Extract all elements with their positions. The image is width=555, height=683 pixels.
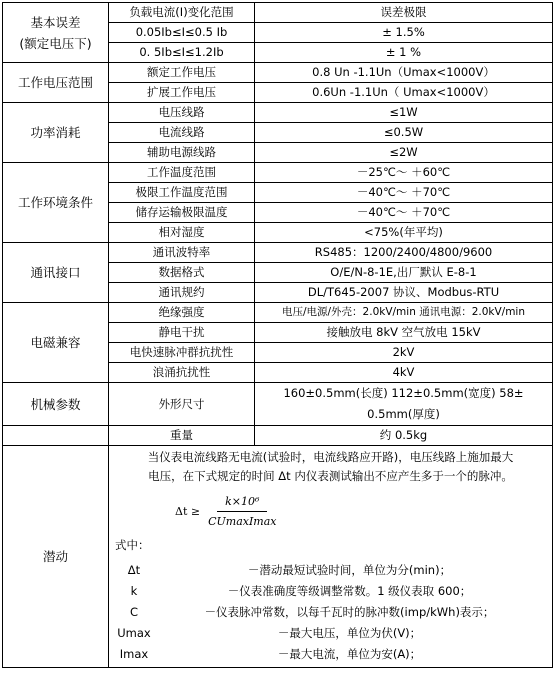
cell-name: 工作温度范围 bbox=[109, 163, 255, 183]
cell-value: －40℃～ ＋70℃ bbox=[255, 203, 553, 223]
dimensions-line-1: 160±0.5mm(长度) 112±0.5mm(宽度) 58± bbox=[283, 386, 524, 400]
creep-intro-line-1: 当仪表电流线路无电流(试验时，电流线路应开路)，电压线路上施加最大 bbox=[147, 450, 514, 464]
column-header-current-range: 负载电流(I)变化范围 bbox=[109, 3, 255, 23]
cell-value: 接触放电 8kV 空气放电 15kV bbox=[255, 323, 553, 343]
cell-value-dimensions bbox=[255, 383, 553, 426]
category-voltage-range: 工作电压范围 bbox=[3, 63, 109, 103]
formula-fraction bbox=[204, 492, 280, 531]
definition-row bbox=[115, 560, 546, 581]
cell-value: 电压/电源/外壳：2.0kV/min 通讯电源：2.0kV/min bbox=[255, 303, 553, 323]
definition-symbol: Δt bbox=[127, 563, 141, 577]
cell-value: DL/T645-2007 协议、Modbus-RTU bbox=[255, 283, 553, 303]
cell-name: 扩展工作电压 bbox=[109, 83, 255, 103]
table-row bbox=[3, 303, 553, 323]
formula-numerator: k×10⁶ bbox=[217, 492, 267, 512]
category-label: 基本误差 bbox=[30, 14, 81, 30]
definition-row bbox=[115, 623, 546, 644]
cell-value: 4kV bbox=[255, 363, 553, 383]
table-row bbox=[3, 446, 553, 668]
cell-name: 电压线路 bbox=[109, 103, 255, 123]
definition-text: －仪表脉冲常数，以每千瓦时的脉冲数(imp/kWh)表示； bbox=[204, 605, 495, 619]
cell-name: 通讯规约 bbox=[109, 283, 255, 303]
cell-name: 极限工作温度范围 bbox=[109, 183, 255, 203]
cell-name: 绝缘强度 bbox=[109, 303, 255, 323]
cell-name: 辅助电源线路 bbox=[109, 143, 255, 163]
cell-value: 2kV bbox=[255, 343, 553, 363]
formula-lhs: Δt ≥ bbox=[175, 505, 201, 518]
category-environment: 工作环境条件 bbox=[3, 163, 109, 243]
cell-name: 外形尺寸 bbox=[109, 383, 255, 426]
definition-symbol: Imax bbox=[119, 647, 149, 661]
category-creep: 潜动 bbox=[3, 446, 109, 668]
category-mechanical: 机械参数 bbox=[3, 383, 109, 426]
cell-value: －40℃～ ＋70℃ bbox=[255, 183, 553, 203]
cell-name: 额定工作电压 bbox=[109, 63, 255, 83]
category-emc: 电磁兼容 bbox=[3, 303, 109, 383]
cell-name: 电流线路 bbox=[109, 123, 255, 143]
empty-cell bbox=[3, 426, 109, 446]
cell-name: 重量 bbox=[109, 426, 255, 446]
table-row bbox=[3, 63, 553, 83]
cell-name: 相对湿度 bbox=[109, 223, 255, 243]
cell-name: 储存运输极限温度 bbox=[109, 203, 255, 223]
creep-description bbox=[109, 446, 553, 668]
where-label: 式中： bbox=[115, 538, 150, 552]
definition-row bbox=[115, 581, 546, 602]
dimensions-line-2: 0.5mm(厚度) bbox=[367, 407, 440, 421]
spec-table bbox=[2, 2, 553, 668]
column-header-error-limit: 误差极限 bbox=[255, 3, 553, 23]
table-row bbox=[3, 3, 553, 23]
definition-text: －仪表准确度等级调整常数。1 级仪表取 600； bbox=[227, 584, 472, 598]
table-row bbox=[3, 243, 553, 263]
cell-value: 0.6Un -1.1Un（ Umax<1000V） bbox=[255, 83, 553, 103]
definition-text: －潜动最短试验时间，单位为分(min)； bbox=[247, 563, 452, 577]
cell-name: 数据格式 bbox=[109, 263, 255, 283]
cell-value: ± 1 % bbox=[255, 43, 553, 63]
category-power: 功率消耗 bbox=[3, 103, 109, 163]
cell-name: 浪涌抗扰性 bbox=[109, 363, 255, 383]
definition-symbol: C bbox=[129, 605, 139, 619]
cell-value: <75%(年平均) bbox=[255, 223, 553, 243]
cell-value: ≤0.5W bbox=[255, 123, 553, 143]
cell-value: 0.8 Un -1.1Un（Umax<1000V） bbox=[255, 63, 553, 83]
cell-value: ≤2W bbox=[255, 143, 553, 163]
cell-name: 电快速脉冲群抗扰性 bbox=[109, 343, 255, 363]
cell-name: 0. 5Ib≤I≤1.2Ib bbox=[109, 43, 255, 63]
cell-value: －25℃～ ＋60℃ bbox=[255, 163, 553, 183]
definition-symbol: Umax bbox=[117, 626, 151, 640]
cell-value: 约 0.5kg bbox=[255, 426, 553, 446]
cell-name: 0.05Ib≤I≤0.5 Ib bbox=[109, 23, 255, 43]
table-row bbox=[3, 426, 553, 446]
table-row bbox=[3, 103, 553, 123]
cell-value: O/E/N-8-1E,出厂默认 E-8-1 bbox=[255, 263, 553, 283]
where-label-row bbox=[115, 535, 546, 556]
definition-row bbox=[115, 602, 546, 623]
category-sublabel: (额定电压下) bbox=[19, 35, 92, 51]
cell-name: 静电干扰 bbox=[109, 323, 255, 343]
category-comm: 通讯接口 bbox=[3, 243, 109, 303]
cell-value: ± 1.5% bbox=[255, 23, 553, 43]
creep-intro-line-2: 电压，在下式规定的时间 Δt 内仪表测试输出不应产生多于一个的脉冲。 bbox=[148, 469, 513, 483]
category-basic-error bbox=[3, 3, 109, 63]
definition-symbol: k bbox=[130, 584, 138, 598]
definition-text: －最大电流，单位为安(A)； bbox=[277, 647, 422, 661]
table-row bbox=[3, 163, 553, 183]
definition-text: －最大电压，单位为伏(V)； bbox=[277, 626, 422, 640]
cell-name: 通讯波特率 bbox=[109, 243, 255, 263]
cell-value: ≤1W bbox=[255, 103, 553, 123]
cell-value: RS485：1200/2400/4800/9600 bbox=[255, 243, 553, 263]
definition-row bbox=[115, 644, 546, 665]
formula-denominator: CUmaxImax bbox=[208, 515, 277, 528]
creep-formula bbox=[175, 492, 546, 531]
table-row bbox=[3, 383, 553, 426]
